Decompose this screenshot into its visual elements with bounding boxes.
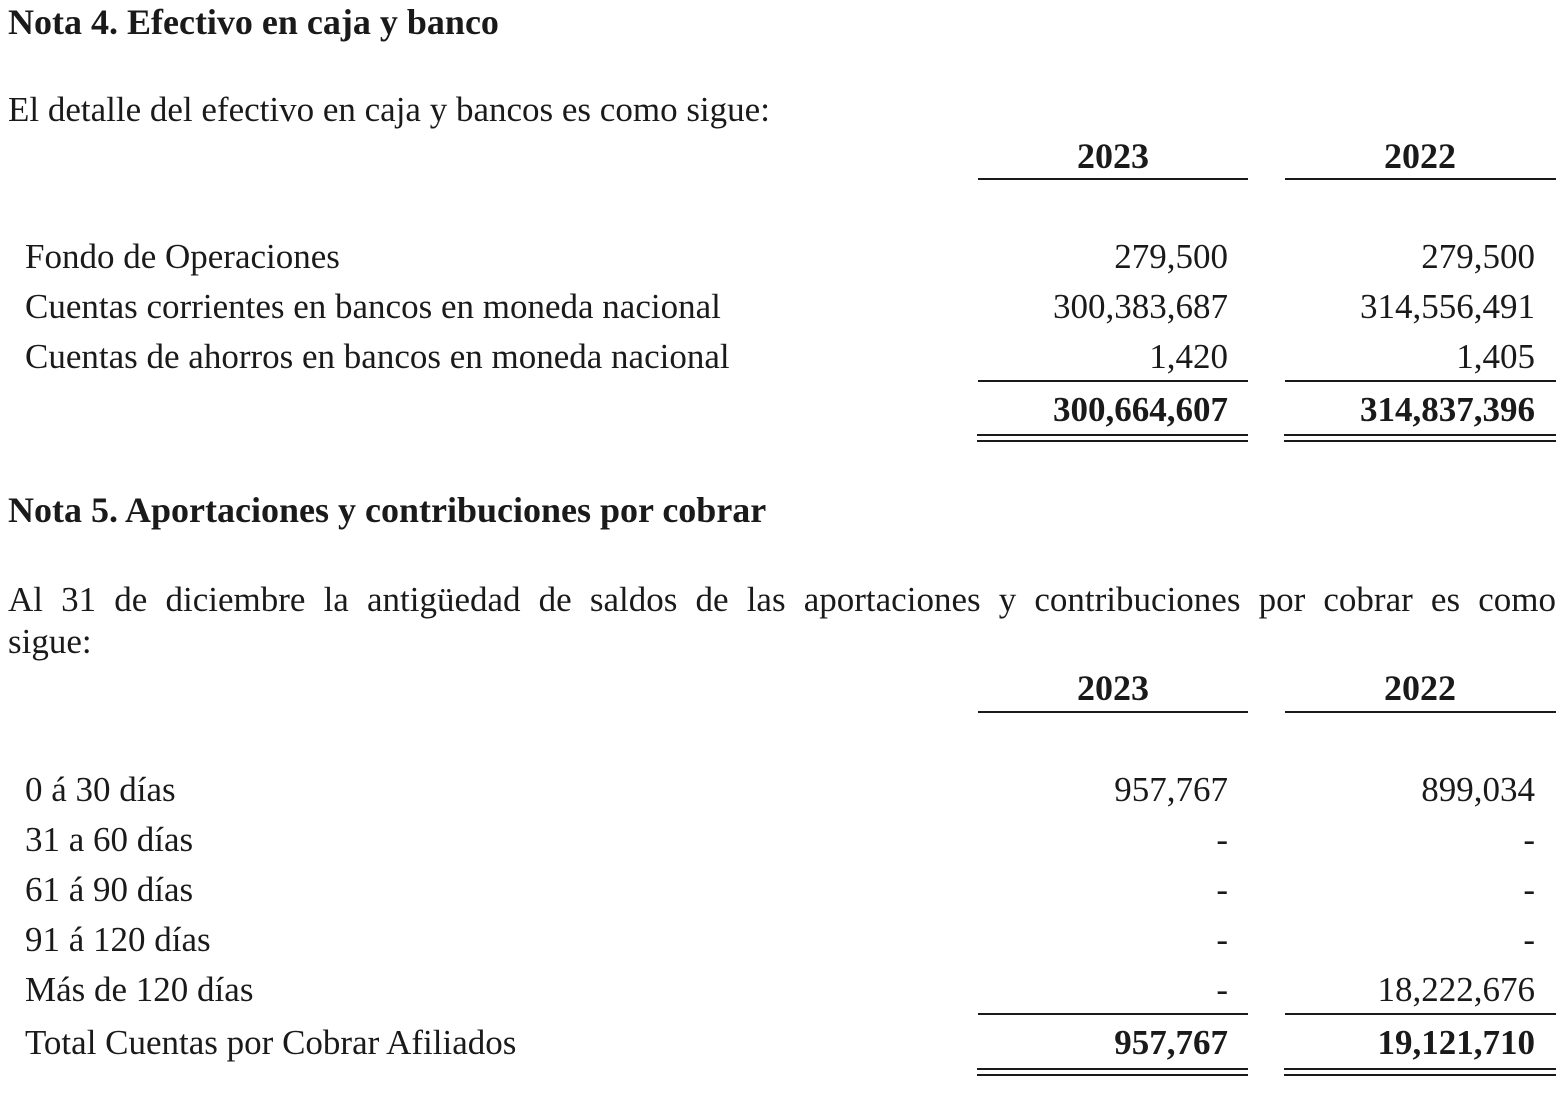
nota-4-total-double-rule-2022 [1284,434,1556,442]
nota-4-header-rule-2022 [1285,178,1556,180]
nota-5-row-label: 31 a 60 días [25,820,194,859]
nota-5-row-label: 61 á 90 días [25,870,194,909]
nota-5-header-2023: 2023 [1077,668,1149,708]
nota-5-total-double-rule-2023 [977,1068,1248,1076]
nota-5-row-value-2022: 18,222,676 [1377,970,1535,1009]
nota-5-row-value-2022: - [1523,870,1535,909]
nota-5-header-rule-2023 [978,711,1248,713]
nota-5-total-2023: 957,767 [1114,1023,1228,1062]
nota-5-header-2022: 2022 [1384,668,1456,708]
nota-5-row-value-2022: 899,034 [1421,770,1535,809]
nota-4-intro: El detalle del efectivo en caja y bancos es como sigue: [8,90,770,129]
nota-4-row-label: Fondo de Operaciones [25,237,340,276]
nota-4-subtotal-rule-2022 [1285,380,1556,382]
nota-5-row-value-2022: - [1523,820,1535,859]
nota-5-row-value-2023: - [1216,870,1228,909]
nota-5-row-value-2022: - [1523,920,1535,959]
nota-4-row-value-2023: 1,420 [1149,337,1228,376]
nota-4-total-2023: 300,664,607 [1053,390,1228,429]
nota-4-row-label: Cuentas de ahorros en bancos en moneda nacional [25,337,730,376]
nota-4-header-2022: 2022 [1384,136,1456,176]
nota-5-row-value-2023: 957,767 [1114,770,1228,809]
nota-5-subtotal-rule-2023 [978,1013,1248,1015]
nota-5-total-double-rule-2022 [1284,1068,1556,1076]
nota-5-row-label: 0 á 30 días [25,770,176,809]
nota-4-row-value-2022: 1,405 [1456,337,1535,376]
nota-4-row-value-2023: 279,500 [1114,237,1228,276]
nota-4-row-value-2022: 314,556,491 [1360,287,1535,326]
nota-4-title: Nota 4. Efectivo en caja y banco [8,2,499,42]
nota-4-header-2023: 2023 [1077,136,1149,176]
nota-5-row-label: 91 á 120 días [25,920,211,959]
nota-5-row-value-2023: - [1216,820,1228,859]
nota-5-intro-line-1: Al 31 de diciembre la antigüedad de saldos de las aportaciones y contribuciones por cobrar es como [8,580,1556,619]
nota-5-title: Nota 5. Aportaciones y contribuciones por cobrar [8,490,767,530]
nota-5-row-value-2023: - [1216,970,1228,1009]
nota-5-subtotal-rule-2022 [1285,1013,1556,1015]
nota-5-total-2022: 19,121,710 [1377,1023,1535,1062]
nota-4-row-value-2023: 300,383,687 [1053,287,1228,326]
nota-4-total-double-rule-2023 [977,434,1248,442]
nota-4-subtotal-rule-2023 [978,380,1248,382]
nota-4-total-2022: 314,837,396 [1360,390,1535,429]
nota-5-total-label: Total Cuentas por Cobrar Afiliados [25,1023,517,1062]
nota-4-row-label: Cuentas corrientes en bancos en moneda nacional [25,287,721,326]
nota-4-header-rule-2023 [978,178,1248,180]
nota-5-row-label: Más de 120 días [25,970,254,1009]
nota-5-intro-line-2: sigue: [8,622,92,661]
nota-4-row-value-2022: 279,500 [1421,237,1535,276]
nota-5-header-rule-2022 [1285,711,1556,713]
nota-5-row-value-2023: - [1216,920,1228,959]
